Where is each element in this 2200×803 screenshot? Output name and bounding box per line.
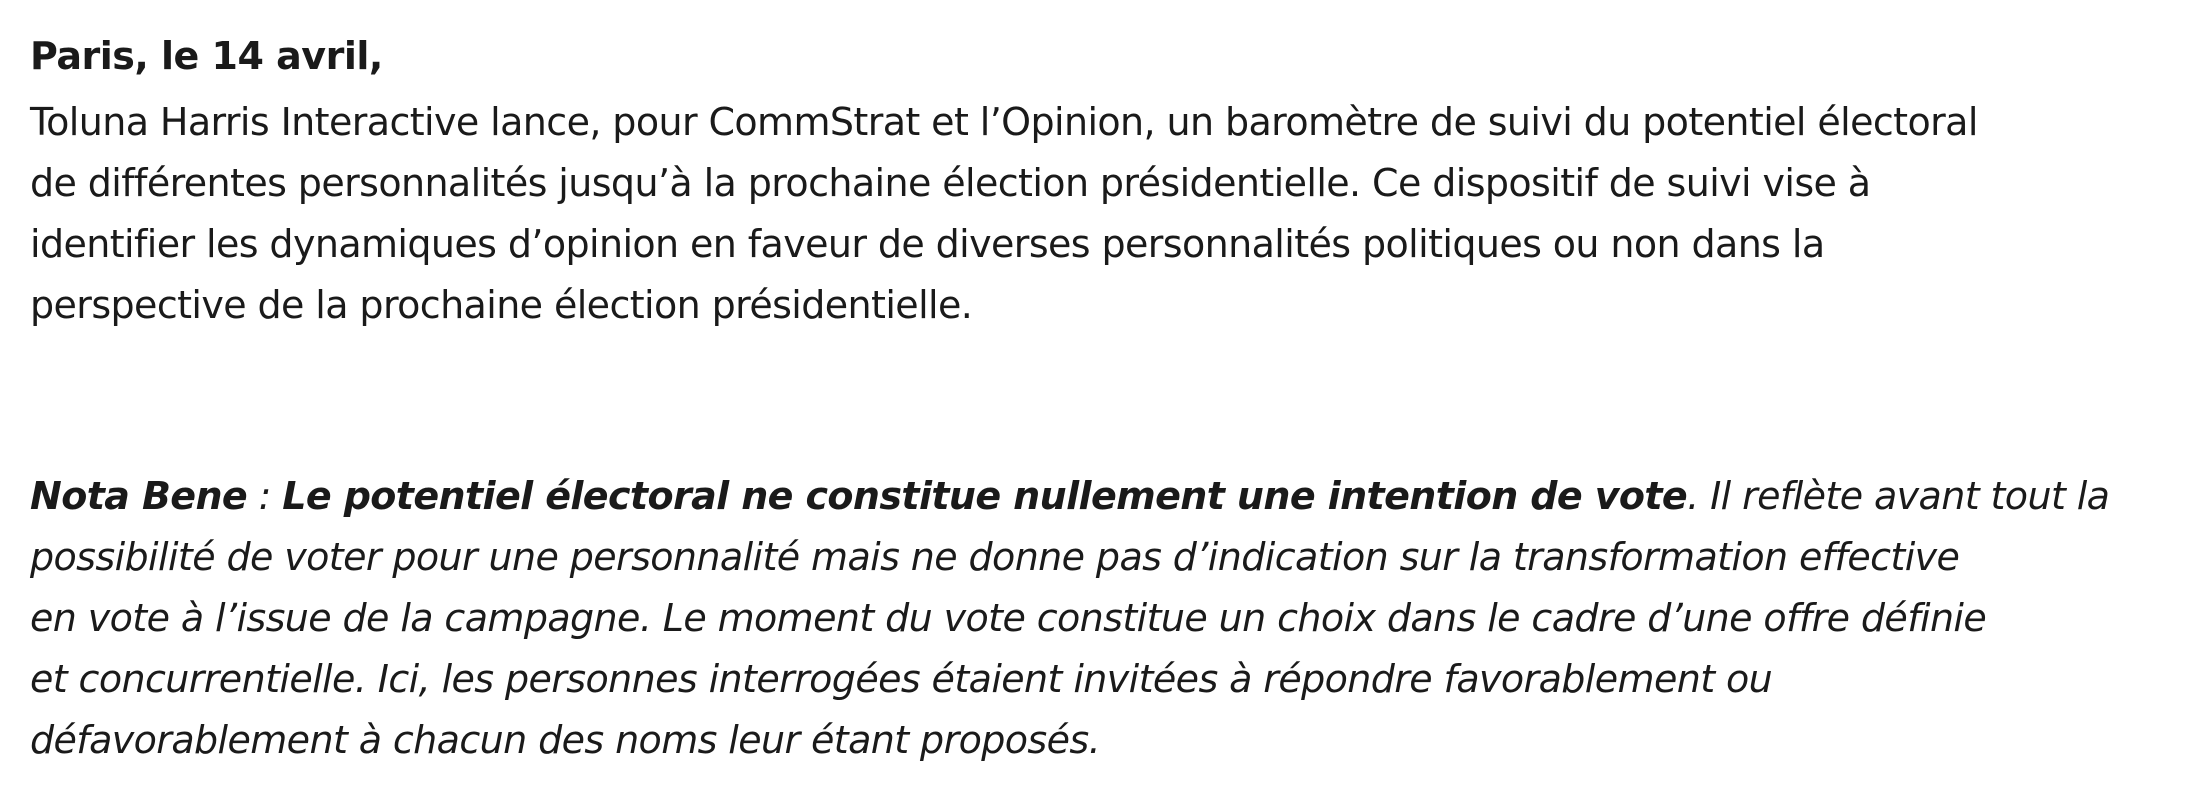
document-body [30,28,2180,336]
nota-bene-label: Nota Bene [30,474,248,518]
nota-bene-line [30,466,2180,527]
intro-line: identifier les dynamiques d’opinion en faveur de diverses personnalités politiques ou non dans la [30,222,1825,266]
nota-bene-separator: : [247,474,283,518]
nota-bene-line: et concurrentielle. Ici, les personnes interrogées étaient invitées à répondre favorablement ou [30,657,1773,701]
nota-bene-line: en vote à l’issue de la campagne. Le moment du vote constitue un choix dans le cadre d’une offre définie [30,596,1987,640]
intro-paragraph [30,92,2180,336]
dateline: Paris, le 14 avril, [30,34,383,78]
nota-bene-line: défavorablement à chacun des noms leur étant proposés. [30,718,1101,762]
nota-bene-paragraph [30,466,2180,771]
nota-bene-line1-rest: . Il reflète avant tout la [1687,474,2110,518]
intro-line: Toluna Harris Interactive lance, pour CommStrat et l’Opinion, un baromètre de suivi du potentiel électoral [30,100,1978,144]
nota-bene-line: possibilité de voter pour une personnalité mais ne donne pas d’indication sur la transformation effective [30,535,1960,579]
intro-line: perspective de la prochaine élection présidentielle. [30,283,973,327]
intro-line: de différentes personnalités jusqu’à la prochaine élection présidentielle. Ce dispositif de suivi vise à [30,161,1871,205]
nota-bene-emphasis: Le potentiel électoral ne constitue nullement une intention de vote [282,474,1688,518]
